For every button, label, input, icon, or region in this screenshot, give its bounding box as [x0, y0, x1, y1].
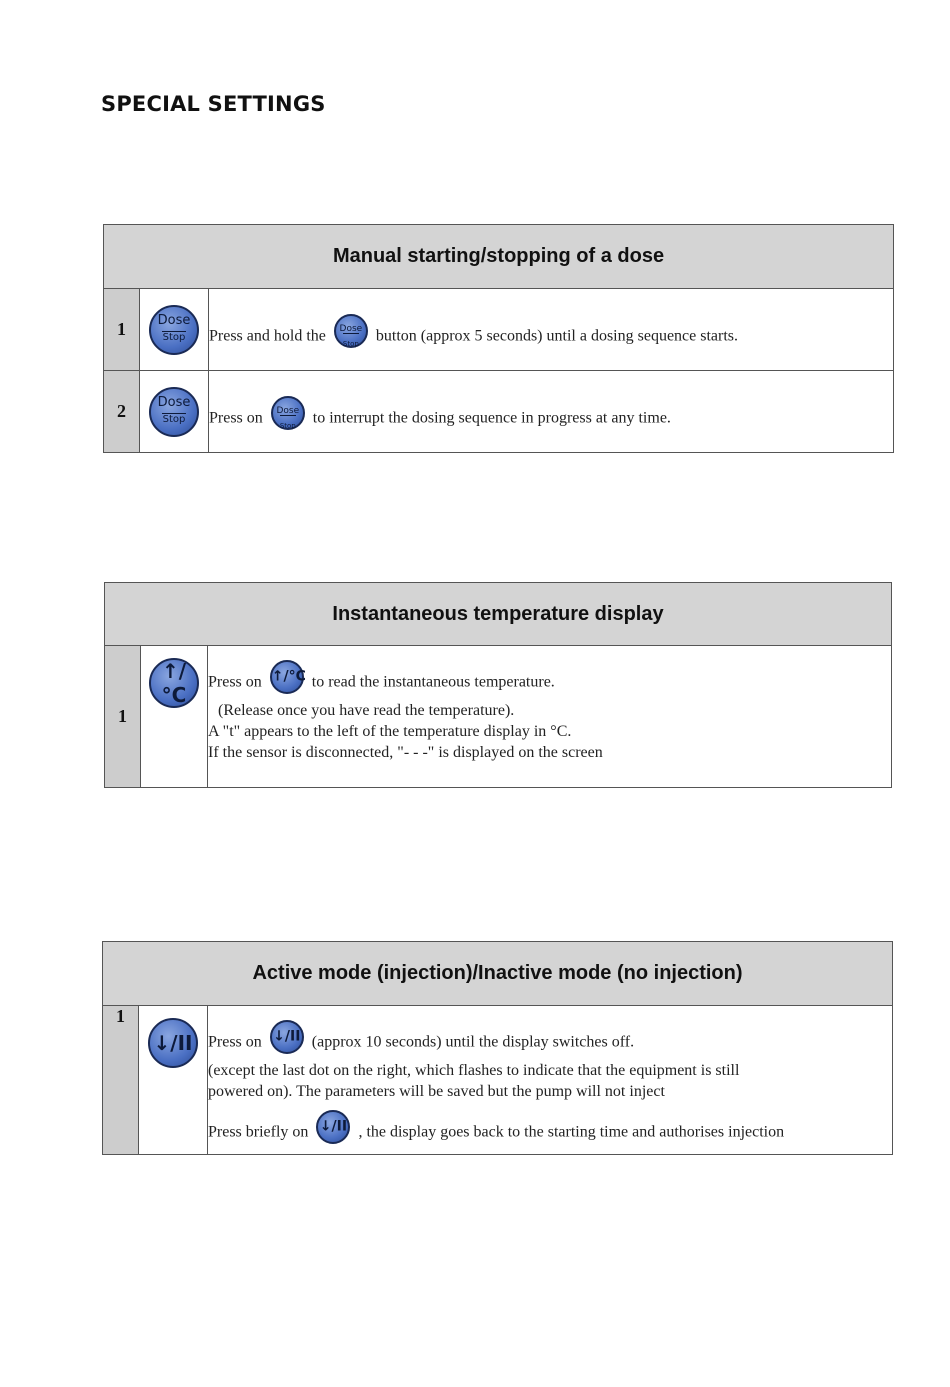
- standby-icon: ↓/II: [270, 1020, 304, 1054]
- row-description: [209, 371, 894, 453]
- row-description: [208, 646, 892, 788]
- table-row: [105, 646, 892, 788]
- text-before: Press on: [208, 673, 262, 691]
- page-title: SPECIAL SETTINGS: [101, 92, 326, 116]
- standby-icon: ↓/II: [316, 1110, 350, 1144]
- dose-stop-icon: Dose Stop: [334, 314, 368, 348]
- row-number: 1: [105, 646, 141, 788]
- table-header: Instantaneous temperature display: [105, 583, 892, 646]
- text-line: If the sensor is disconnected, "- - -" is displayed on the screen: [208, 744, 603, 761]
- temperature-table: [104, 582, 892, 788]
- active-mode-table: [102, 941, 893, 1155]
- text-line: (Release once you have read the temperature).: [218, 702, 515, 719]
- table-row: [104, 289, 894, 371]
- dose-stop-icon: Dose Stop: [149, 387, 199, 437]
- row-number: 1: [104, 289, 140, 371]
- icon-cell: [139, 1006, 208, 1155]
- icon-cell: [140, 371, 209, 453]
- icon-cell: [140, 289, 209, 371]
- text-before: Press on: [209, 409, 263, 427]
- table-row: [104, 371, 894, 453]
- text-line: (except the last dot on the right, which flashes to indicate that the equipment is still: [208, 1062, 740, 1079]
- manual-dose-table: [103, 224, 894, 453]
- dose-stop-icon: Dose Stop: [149, 305, 199, 355]
- standby-icon: ↓/II: [148, 1018, 198, 1068]
- text-before: Press and hold the: [209, 327, 326, 345]
- table-header: Active mode (injection)/Inactive mode (no injection): [103, 942, 893, 1006]
- text-after: (approx 10 seconds) until the display switches off.: [311, 1033, 635, 1051]
- text-after: to read the instantaneous temperature.: [311, 673, 555, 691]
- text-before: Press on: [208, 1033, 262, 1051]
- table-row: [103, 1006, 893, 1155]
- temperature-icon: ↑/°C: [149, 658, 199, 708]
- dose-stop-icon: Dose Stop: [271, 396, 305, 430]
- temperature-icon: ↑/°C: [270, 660, 304, 694]
- text-line: powered on). The parameters will be saved but the pump will not inject: [208, 1083, 665, 1100]
- row-description: [209, 289, 894, 371]
- text-after: button (approx 5 seconds) until a dosing sequence starts.: [375, 327, 739, 345]
- text-line: A "t" appears to the left of the temperature display in °C.: [208, 723, 572, 740]
- row-number: 1: [103, 1006, 139, 1155]
- row-number: 2: [104, 371, 140, 453]
- text-after: to interrupt the dosing sequence in progress at any time.: [312, 409, 671, 427]
- table-header: Manual starting/stopping of a dose: [104, 225, 894, 289]
- text-before: Press briefly on: [208, 1123, 309, 1141]
- text-after: , the display goes back to the starting time and authorises injection: [358, 1123, 785, 1141]
- row-description: [208, 1006, 893, 1155]
- icon-cell: [141, 646, 208, 788]
